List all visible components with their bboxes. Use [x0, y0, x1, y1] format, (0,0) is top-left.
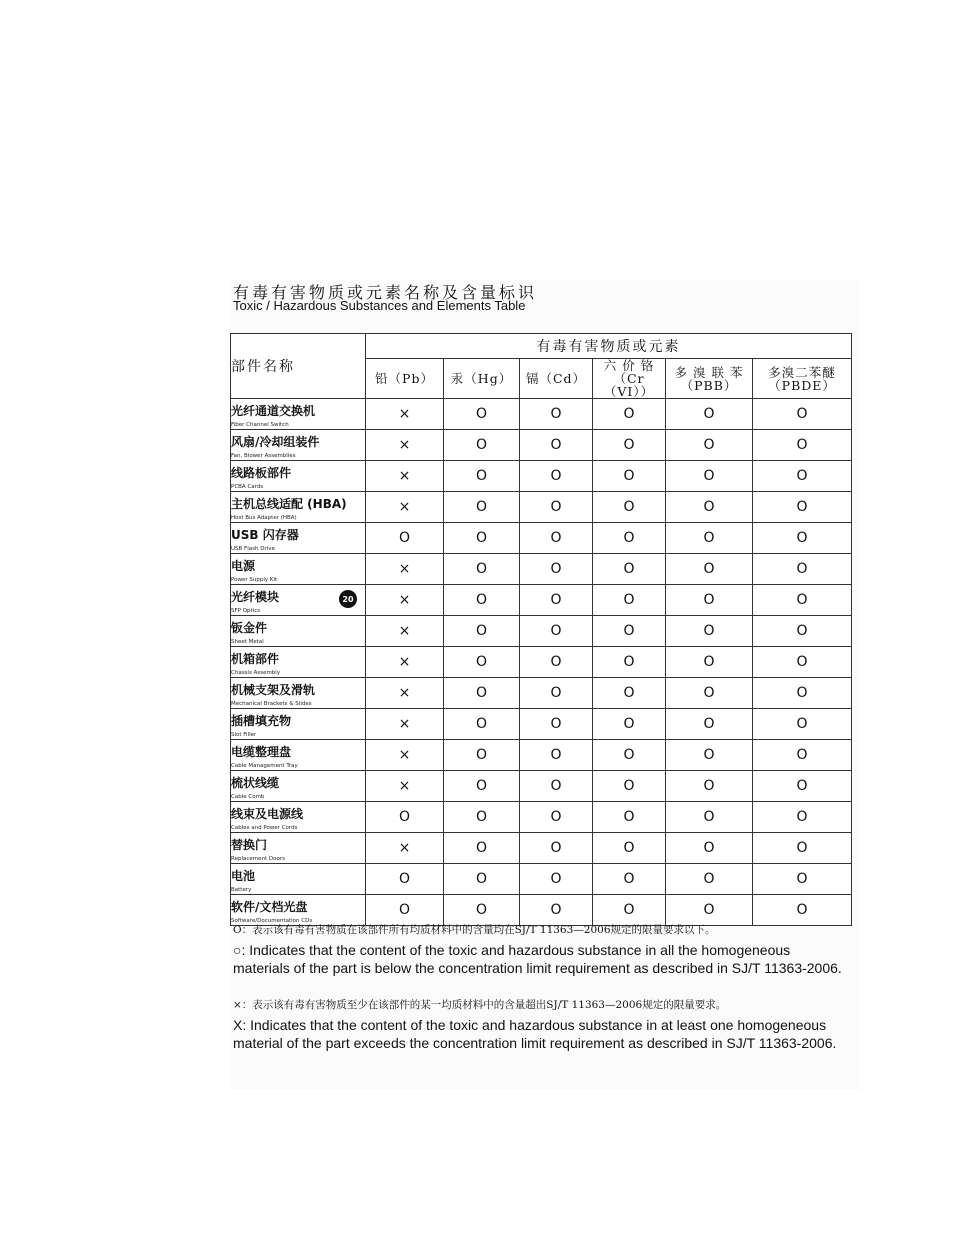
part-name-english: Chassis Assembly [231, 670, 281, 676]
substance-mark: O [666, 864, 753, 895]
part-name-english: PCBA Cards [231, 484, 264, 490]
substance-mark: O [593, 585, 666, 616]
part-name-english: SFP Optics [231, 608, 261, 614]
part-cell [231, 554, 366, 585]
substance-mark: O [444, 740, 520, 771]
part-cell [231, 740, 366, 771]
substance-mark: O [753, 461, 852, 492]
substance-mark: O [444, 430, 520, 461]
substance-mark: O [666, 585, 753, 616]
substance-mark: O [444, 895, 520, 926]
substance-mark: O [753, 554, 852, 585]
circle-note-english: ○: Indicates that the content of the toxic and hazardous substance in all the homogeneous materials of the part is below the concentration limit requirement as described in SJ/T 11363-2006. [233, 942, 842, 976]
hazardous-substances-table [230, 333, 852, 926]
substance-mark: O [593, 895, 666, 926]
part-cell [231, 585, 366, 616]
substance-mark: O [753, 585, 852, 616]
part-cell [231, 461, 366, 492]
substance-mark: O [444, 771, 520, 802]
part-name-chinese: 替换门 [231, 838, 268, 852]
substance-mark: O [444, 678, 520, 709]
cross-note-english: X: Indicates that the content of the toxic and hazardous substance in at least one homogeneous material of the part exceeds the concentration limit requirement as described in SJ/T 11363-2006. [233, 1017, 837, 1051]
part-name-english: Cable Comb [231, 794, 265, 800]
substance-mark: O [593, 771, 666, 802]
substance-mark: O [366, 802, 444, 833]
substance-mark: O [593, 802, 666, 833]
part-name-chinese: 风扇/冷却组装件 [231, 435, 320, 449]
substance-mark: O [520, 709, 593, 740]
part-name-english: Software/Documentation CDs [231, 918, 313, 924]
substance-mark: O [520, 740, 593, 771]
substance-mark: O [444, 554, 520, 585]
substance-mark: O [444, 461, 520, 492]
substance-mark: O [593, 554, 666, 585]
substance-mark: O [366, 523, 444, 554]
substance-name: 多 溴 联 苯 [674, 364, 744, 380]
table-row [231, 864, 852, 895]
substance-mark: O [666, 523, 753, 554]
substance-mark: O [666, 399, 753, 430]
substance-mark: O [520, 523, 593, 554]
substance-mark: O [520, 802, 593, 833]
table-row [231, 678, 852, 709]
substance-mark: O [753, 864, 852, 895]
substance-mark: O [753, 678, 852, 709]
part-cell [231, 430, 366, 461]
part-name-chinese: 线束及电源线 [231, 807, 304, 821]
substance-mark: O [753, 833, 852, 864]
substance-mark: O [666, 647, 753, 678]
table-row [231, 833, 852, 864]
part-name-chinese: 电缆整理盘 [231, 745, 292, 759]
part-name-english: Mechanical Brackets & Slides [231, 701, 312, 707]
part-cell [231, 895, 366, 926]
part-name-english: Fan, Blower Assemblies [231, 453, 296, 459]
substance-mark: O [593, 678, 666, 709]
part-cell [231, 833, 366, 864]
substance-mark: O [753, 802, 852, 833]
substance-mark: O [520, 647, 593, 678]
part-name-chinese: 梳状线缆 [231, 776, 280, 790]
substance-mark: O [593, 430, 666, 461]
substance-column-header [753, 359, 852, 399]
substance-name: 铅（Pb） [375, 371, 434, 386]
substance-name: 六 价 铬 [603, 358, 655, 373]
substance-mark: O [444, 709, 520, 740]
part-name-english: Replacement Doors [231, 856, 285, 862]
substance-mark: × [366, 647, 444, 678]
part-cell [231, 647, 366, 678]
substance-mark: × [366, 771, 444, 802]
substance-mark: O [520, 616, 593, 647]
substance-column-header [520, 359, 593, 399]
substance-mark: O [666, 833, 753, 864]
substance-mark: × [366, 616, 444, 647]
substance-mark: O [520, 399, 593, 430]
part-name-chinese: 电池 [231, 869, 256, 883]
substance-mark: × [366, 399, 444, 430]
table-row [231, 399, 852, 430]
circle-note-chinese: O：表示该有毒有害物质在该部件所有均质材料中的含量均在SJ/T 11363—2006规定的限量要求以下。 [233, 924, 716, 936]
substance-mark: O [666, 554, 753, 585]
table-row [231, 523, 852, 554]
part-name-chinese: 钣金件 [231, 621, 268, 635]
substance-mark: × [366, 585, 444, 616]
substance-mark: O [593, 833, 666, 864]
substance-mark: O [444, 616, 520, 647]
substance-name: 镉（Cd） [525, 371, 587, 386]
table-row [231, 430, 852, 461]
table-row [231, 616, 852, 647]
substance-mark: O [666, 492, 753, 523]
substance-mark: × [366, 709, 444, 740]
substance-mark: O [753, 492, 852, 523]
substance-mark: O [444, 523, 520, 554]
part-name-english: Battery [231, 887, 252, 893]
part-name-english: Host Bus Adapter (HBA) [231, 515, 297, 521]
substance-mark: O [593, 864, 666, 895]
substance-mark: O [593, 523, 666, 554]
substance-mark: O [666, 771, 753, 802]
substance-mark: × [366, 678, 444, 709]
substance-mark: × [366, 430, 444, 461]
substance-column-header [593, 359, 666, 399]
part-name-chinese: 电源 [231, 559, 256, 573]
substance-mark: O [366, 864, 444, 895]
part-name-chinese: 软件/文档光盘 [231, 900, 308, 914]
substance-mark: O [520, 833, 593, 864]
substance-mark: O [366, 895, 444, 926]
cross-note-chinese: ×：表示该有毒有害物质至少在该部件的某一均质材料中的含量超出SJ/T 11363—2006规定的限量要求。 [233, 999, 727, 1011]
substance-mark: × [366, 554, 444, 585]
substance-mark: O [753, 430, 852, 461]
part-name-english: USB Flash Drive [231, 546, 275, 552]
part-name-english: Sheet Metal [231, 639, 264, 645]
part-name-chinese: 线路板部件 [231, 466, 292, 480]
substance-name: 多溴二苯醚 [768, 364, 836, 380]
part-name-english: Fiber Channel Switch [231, 422, 289, 428]
substance-mark: O [753, 709, 852, 740]
part-cell [231, 523, 366, 554]
substance-mark: O [520, 461, 593, 492]
part-cell [231, 492, 366, 523]
substance-mark: O [520, 554, 593, 585]
part-name-english: Cables and Power Cords [231, 825, 298, 831]
part-cell [231, 771, 366, 802]
part-name-chinese: 机箱部件 [231, 652, 280, 666]
part-name-chinese: 插槽填充物 [231, 714, 292, 728]
epup-20-year-icon: 20 [339, 590, 357, 608]
substance-mark: O [753, 895, 852, 926]
table-row [231, 585, 852, 616]
substance-mark: O [520, 430, 593, 461]
substance-column-header [366, 359, 444, 399]
substance-name: 汞（Hg） [450, 371, 513, 386]
table-row [231, 895, 852, 926]
substance-mark: O [593, 709, 666, 740]
table-row [231, 802, 852, 833]
substance-mark: O [666, 740, 753, 771]
substance-mark: O [753, 740, 852, 771]
substance-column-header [666, 359, 753, 399]
substance-mark: O [593, 647, 666, 678]
substance-mark: O [444, 802, 520, 833]
substance-symbol: （Cr（VI）） [603, 371, 655, 399]
legend-notes [233, 922, 848, 1052]
substance-mark: O [593, 461, 666, 492]
substance-mark: O [593, 740, 666, 771]
table-title-english: Toxic / Hazardous Substances and Elements Table [233, 298, 526, 313]
part-cell [231, 864, 366, 895]
table-title-chinese: 有毒有害物质或元素名称及含量标识 [233, 283, 538, 302]
table-row [231, 492, 852, 523]
substance-mark: O [593, 492, 666, 523]
substance-mark: O [666, 709, 753, 740]
substance-column-header [444, 359, 520, 399]
substance-mark: O [444, 492, 520, 523]
substance-mark: O [666, 461, 753, 492]
substance-mark: O [666, 895, 753, 926]
part-cell [231, 678, 366, 709]
substance-mark: O [753, 616, 852, 647]
substance-mark: O [444, 647, 520, 678]
part-cell [231, 399, 366, 430]
substance-mark: O [520, 678, 593, 709]
substance-mark: O [593, 399, 666, 430]
part-name-english: Slot Filler [231, 732, 257, 738]
substance-mark: O [520, 895, 593, 926]
substances-group-header: 有毒有害物质或元素 [366, 334, 852, 359]
substance-mark: O [666, 802, 753, 833]
substance-symbol: （PBB） [680, 377, 738, 393]
part-name-english: Power Supply Kit [231, 577, 278, 583]
part-name-chinese: 光纤模块 [231, 590, 280, 604]
substance-mark: × [366, 740, 444, 771]
part-cell [231, 709, 366, 740]
substance-mark: × [366, 492, 444, 523]
substance-mark: O [666, 430, 753, 461]
table-row [231, 647, 852, 678]
part-name-header: 部件名称 [231, 334, 366, 399]
part-name-chinese: 机械支架及滑轨 [231, 683, 316, 697]
part-cell [231, 616, 366, 647]
substance-mark: O [444, 864, 520, 895]
table-row [231, 709, 852, 740]
substance-mark: O [520, 771, 593, 802]
part-name-chinese: 光纤通道交换机 [231, 404, 316, 418]
substance-mark: O [666, 678, 753, 709]
substance-symbol: （PBDE） [768, 377, 836, 393]
substance-mark: × [366, 833, 444, 864]
table-row [231, 554, 852, 585]
substance-mark: O [753, 647, 852, 678]
part-name-chinese: 主机总线适配 (HBA) [231, 497, 347, 511]
part-name-chinese: USB 闪存器 [231, 528, 299, 542]
part-cell [231, 802, 366, 833]
part-name-english: Cable Management Tray [231, 763, 298, 769]
substance-mark: O [520, 864, 593, 895]
substance-mark: O [520, 492, 593, 523]
substance-mark: O [753, 771, 852, 802]
substance-mark: × [366, 461, 444, 492]
substance-mark: O [666, 616, 753, 647]
substance-mark: O [444, 399, 520, 430]
table-row [231, 771, 852, 802]
substance-mark: O [444, 585, 520, 616]
substance-mark: O [753, 399, 852, 430]
table-row [231, 740, 852, 771]
substance-mark: O [520, 585, 593, 616]
substance-mark: O [444, 833, 520, 864]
substance-mark: O [593, 616, 666, 647]
table-row [231, 461, 852, 492]
substance-mark: O [753, 523, 852, 554]
